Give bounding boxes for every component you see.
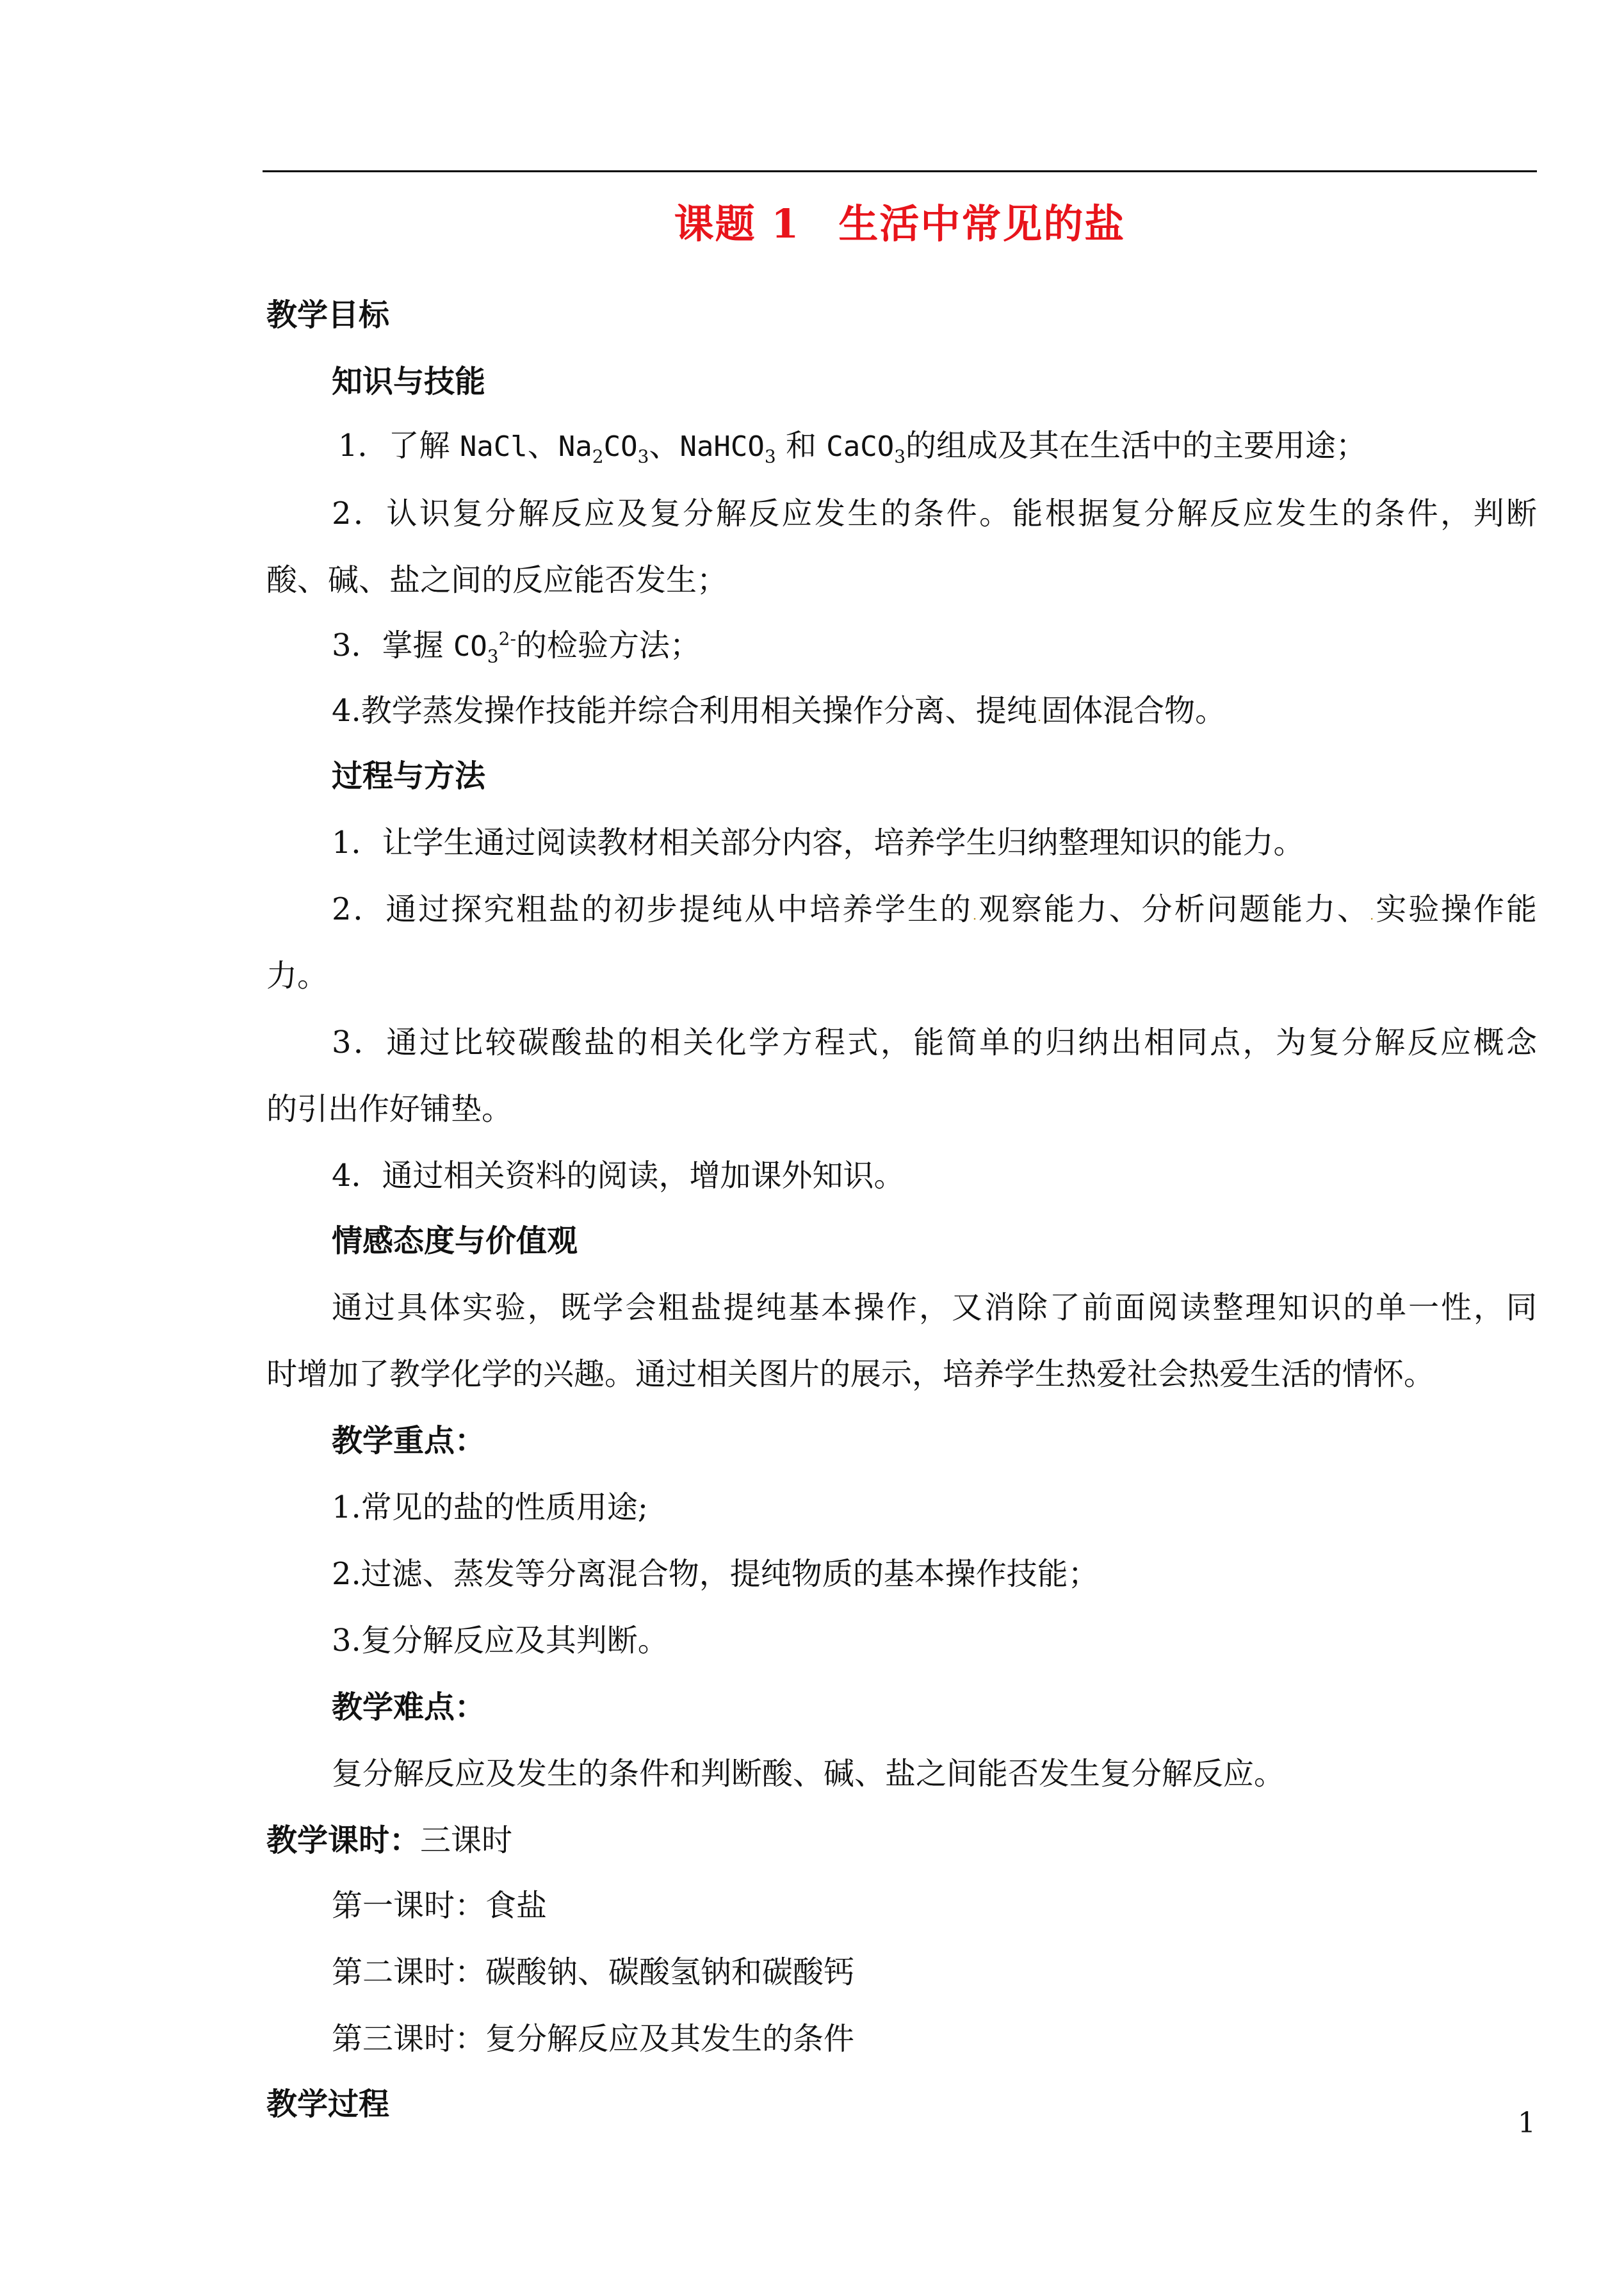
lesson-1: 第一课时：食盐: [332, 1888, 548, 1924]
knowledge-item-1: 1．了解 NaCl、$Na_2CO_3$、NaHCO$_3$ 和 CaCO$_3$的组成及其在生活中的主要用途；: [338, 428, 1367, 467]
heading-key-points: 教学重点：: [332, 1423, 486, 1459]
lesson-2: 第二课时：碳酸钠、碳酸氢钠和碳酸钙: [332, 1954, 855, 1990]
knowledge-item-2-line-2: 酸、碱、盐之间的反应能否发生；: [266, 562, 728, 598]
process-item-3-line-1: 3．通过比较碳酸盐的相关化学方程式，能简单的归纳出相同点，为复分解反应概念: [332, 1025, 1537, 1060]
heading-goals: 教学目标: [266, 297, 390, 333]
knowledge-item-2-line-1: 2．认识复分解反应及复分解反应发生的条件。能根据复分解反应发生的条件，判断: [332, 496, 1537, 531]
difficulty-text: 复分解反应及发生的条件和判断酸、碱、盐之间能否发生复分解反应。: [332, 1756, 1285, 1792]
header-rule: [263, 170, 1537, 172]
emotion-line-2: 时增加了教学化学的兴趣。通过相关图片的展示，培养学生热爱社会热爱生活的情怀。: [266, 1356, 1435, 1392]
lesson-3: 第三课时：复分解反应及其发生的条件: [332, 2021, 855, 2057]
title-lesson-number: 课题 1: [674, 200, 800, 247]
page-number: 1: [1518, 2107, 1536, 2139]
process-item-3-line-2: 的引出作好铺垫。: [266, 1091, 513, 1127]
knowledge-item-3: 3．掌握 $CO_3^{2-}$的检验方法；: [332, 628, 701, 667]
page-title: [263, 192, 1537, 249]
process-item-2-line-1: 2．通过探究粗盐的初步提纯从中培养学生的.观察能力、分析问题能力、.实验操作能: [332, 891, 1537, 927]
title-topic: 生活中常见的盐: [838, 200, 1126, 247]
process-item-1: 1．让学生通过阅读教材相关部分内容，培养学生归纳整理知识的能力。: [332, 825, 1304, 861]
key-point-3: 3.复分解反应及其判断。: [332, 1623, 669, 1658]
heading-procedure: 教学过程: [266, 2086, 390, 2122]
heading-knowledge: 知识与技能: [332, 364, 486, 400]
process-item-4: 4．通过相关资料的阅读，增加课外知识。: [332, 1158, 905, 1194]
knowledge-item-4: 4.教学蒸发操作技能并综合利用相关操作分离、提纯.固体混合物。: [332, 693, 1226, 729]
heading-emotion: 情感态度与价值观: [332, 1223, 578, 1259]
teaching-hours: 教学课时：三课时: [266, 1822, 513, 1858]
key-point-1: 1.常见的盐的性质用途;: [332, 1489, 648, 1525]
emotion-line-1: 通过具体实验，既学会粗盐提纯基本操作，又消除了前面阅读整理知识的单一性，同: [332, 1290, 1537, 1326]
heading-process: 过程与方法: [332, 758, 486, 794]
process-item-2-line-2: 力。: [266, 958, 329, 994]
heading-difficulties: 教学难点：: [332, 1689, 486, 1725]
key-point-2: 2.过滤、蒸发等分离混合物，提纯物质的基本操作技能；: [332, 1556, 1099, 1592]
